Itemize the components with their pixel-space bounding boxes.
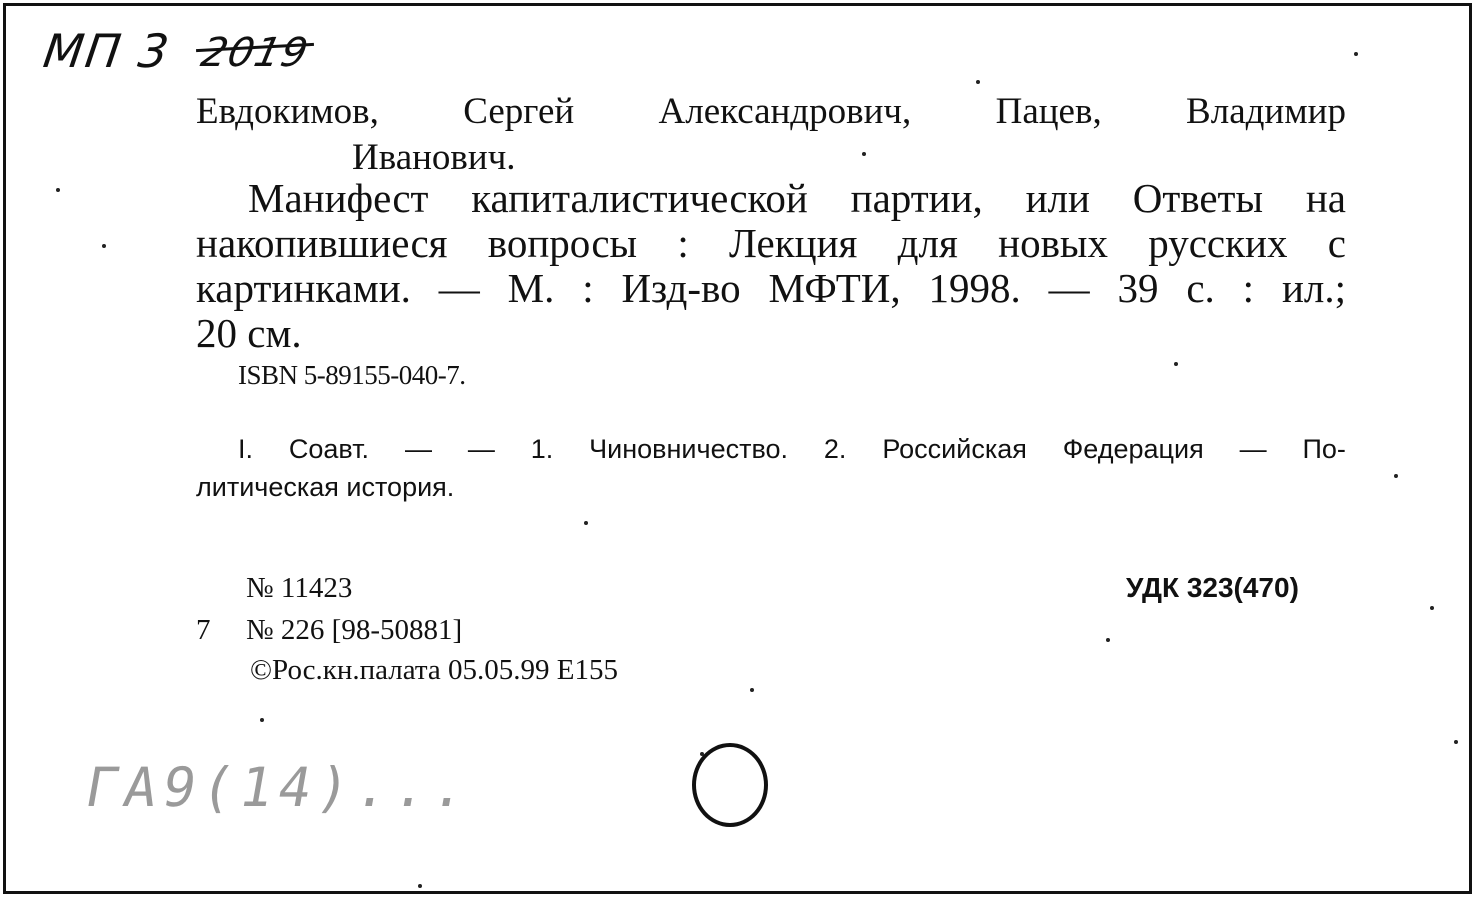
speck [1354, 52, 1358, 56]
title-word: 39 [1117, 265, 1159, 311]
catalog-card [3, 3, 1472, 894]
speck [102, 244, 106, 248]
title-line-3 [196, 266, 1346, 311]
speck [1430, 606, 1434, 610]
title-word: Манифест [248, 175, 429, 221]
title-word: ил.; [1281, 265, 1346, 311]
speck [976, 80, 980, 84]
record-number-prefix: 7 [196, 614, 211, 646]
handwritten-call-number: МП 3 [40, 24, 174, 78]
subjects-line-1 [196, 430, 1346, 468]
isbn: ISBN 5-89155-040-7. [238, 360, 466, 390]
author-word: Сергей [463, 91, 575, 132]
subject-word: Российская [882, 434, 1027, 464]
physical-description: 20 см. [196, 310, 302, 356]
author-word: Пацев, [995, 91, 1102, 132]
title-description [196, 176, 1346, 356]
subject-word: литическая история. [196, 472, 455, 502]
udk-classification: УДК 323(470) [1126, 572, 1299, 603]
speck [418, 884, 422, 888]
subject-headings [196, 430, 1346, 506]
title-word: Изд-во [621, 265, 741, 311]
title-word: М. [507, 265, 555, 311]
speck [56, 188, 60, 192]
speck [862, 152, 866, 156]
title-word: вопросы [487, 220, 638, 266]
handwritten-year: 2019 [197, 30, 313, 76]
subject-word: Федерация [1062, 434, 1204, 464]
speck [260, 718, 264, 722]
title-word: — [438, 265, 480, 311]
title-word: русских [1148, 220, 1288, 266]
subject-word: I. [238, 434, 254, 464]
subject-word: — [404, 434, 432, 464]
title-word: с. [1186, 265, 1215, 311]
title-word: — [1048, 265, 1090, 311]
title-word: накопившиеся [196, 220, 448, 266]
speck [1174, 362, 1178, 366]
title-word: партии, [850, 175, 983, 221]
punch-hole-circle [692, 743, 768, 827]
title-word: на [1305, 175, 1346, 221]
title-word: картинками. [196, 265, 411, 311]
authors-line-1 [196, 90, 1346, 133]
subject-word: 1. [530, 434, 554, 464]
subject-word: — [1239, 434, 1267, 464]
title-word: Лекция [729, 220, 858, 266]
title-word: капиталистической [471, 175, 808, 221]
title-line-4 [196, 311, 1346, 356]
speck [1394, 474, 1398, 478]
speck [1454, 740, 1458, 744]
subject-word: 2. [823, 434, 847, 464]
subject-word: Соавт. [288, 434, 370, 464]
record-number-2: № 226 [98-50881] [246, 614, 463, 646]
faded-stamp: ГА9(14)... [80, 756, 477, 819]
title-word: для [897, 220, 958, 266]
title-line-1 [196, 176, 1346, 221]
speck [584, 521, 588, 525]
subject-word: По- [1302, 434, 1346, 464]
author-word: Александрович, [658, 91, 912, 132]
title-word: новых [998, 220, 1108, 266]
title-word: с [1327, 220, 1346, 266]
speck [700, 752, 704, 756]
subjects-line-2 [196, 468, 1346, 506]
record-number: № 11423 [246, 572, 353, 604]
title-word: Ответы [1132, 175, 1264, 221]
title-word: : [582, 265, 594, 311]
title-word: : [1242, 265, 1255, 311]
authors-line-2: Иванович. [352, 137, 516, 178]
title-line-2 [196, 221, 1346, 266]
title-word: : [677, 220, 689, 266]
subject-word: Чиновничество. [589, 434, 789, 464]
speck [750, 688, 754, 692]
subject-word: — [467, 434, 495, 464]
speck [1106, 638, 1110, 642]
author-word: Владимир [1186, 91, 1346, 132]
title-word: 1998. [928, 265, 1021, 311]
copyright-line: ©Рос.кн.палата 05.05.99 Е155 [250, 654, 618, 686]
author-word: Евдокимов, [196, 91, 379, 132]
title-word: МФТИ, [768, 265, 901, 311]
title-word: или [1025, 175, 1090, 221]
